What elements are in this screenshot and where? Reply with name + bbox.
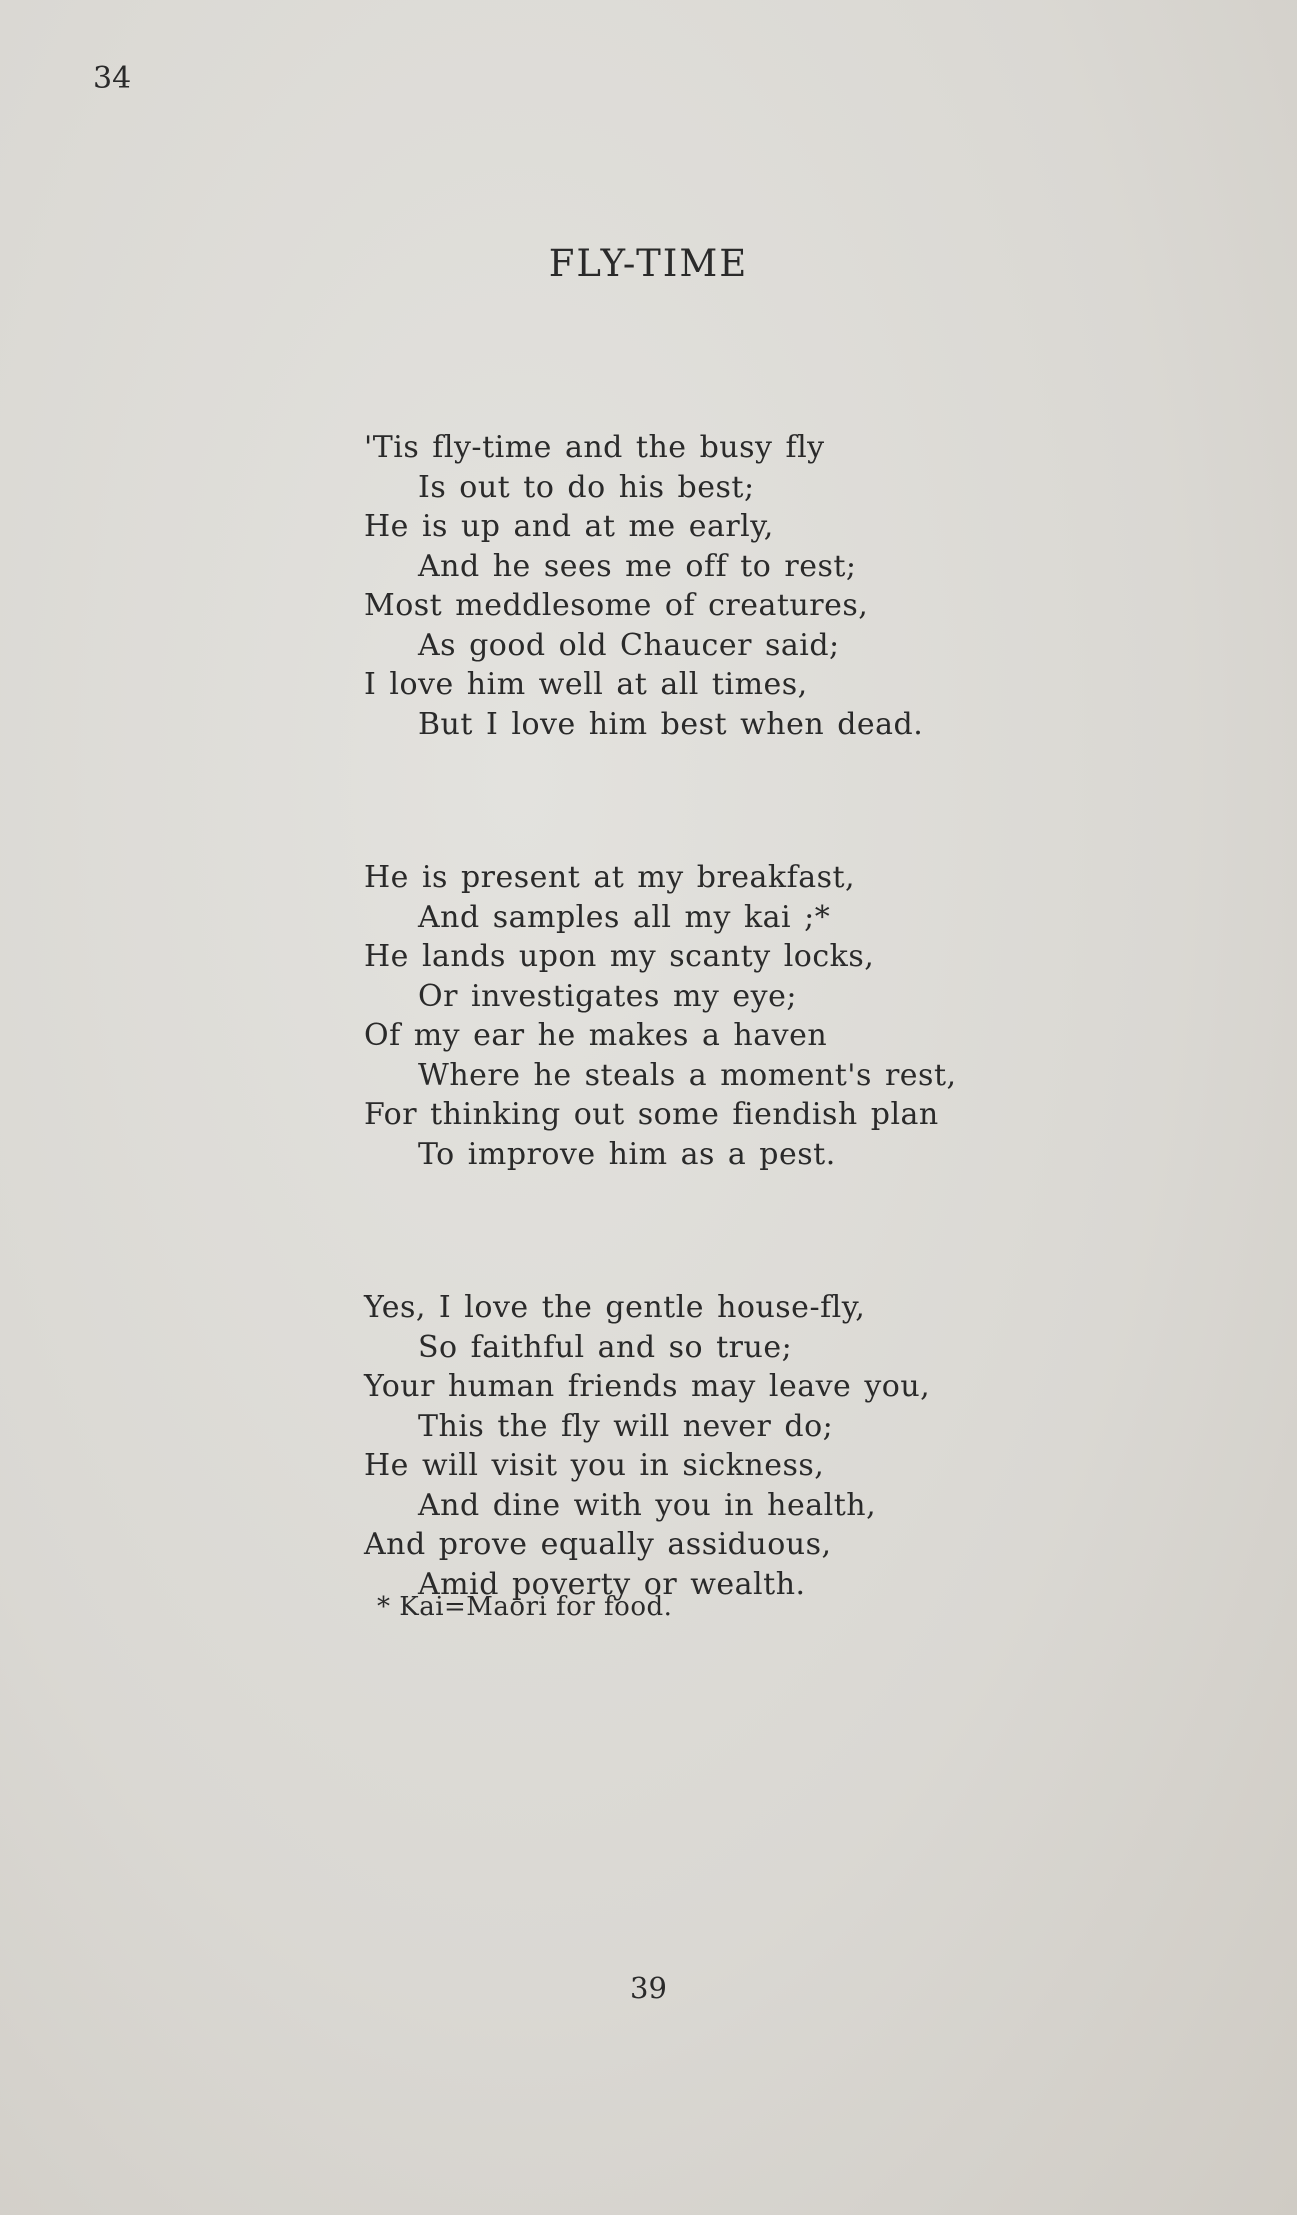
poem-line: And he sees me off to rest; bbox=[418, 548, 857, 584]
poem-line: He lands upon my scanty locks, bbox=[364, 939, 875, 974]
poem-line: And samples all my kai ;* bbox=[418, 899, 831, 935]
poem-line: And prove equally assiduous, bbox=[364, 1527, 832, 1562]
poem-body bbox=[364, 428, 1264, 1718]
poem-line: Amid poverty or wealth. bbox=[418, 1566, 806, 1602]
page-number-bottom: 39 bbox=[630, 1971, 667, 2005]
poem-line: Or investigates my eye; bbox=[418, 978, 797, 1014]
poem-line: And dine with you in health, bbox=[418, 1487, 877, 1523]
footnote: * Kai=Maori for food. bbox=[377, 1592, 673, 1622]
poem-line: This the fly will never do; bbox=[418, 1408, 834, 1444]
poem-line: Where he steals a moment's rest, bbox=[418, 1057, 957, 1093]
poem-line: Your human friends may leave you, bbox=[364, 1369, 931, 1404]
poem-line: But I love him best when dead. bbox=[418, 706, 924, 742]
poem-line: Of my ear he makes a haven bbox=[364, 1018, 828, 1053]
stanza-2 bbox=[364, 858, 1264, 1174]
poem-line: 'Tis fly-time and the busy fly bbox=[364, 430, 825, 465]
page-number-top: 34 bbox=[93, 61, 132, 96]
poem-title: FLY-TIME bbox=[548, 242, 749, 285]
poem-line: I love him well at all times, bbox=[364, 667, 808, 702]
poem-line: He is present at my breakfast, bbox=[364, 860, 856, 895]
poem-line: Is out to do his best; bbox=[418, 469, 755, 505]
poem-line: Yes, I love the gentle house-fly, bbox=[364, 1290, 866, 1325]
poem-line: He is up and at me early, bbox=[364, 509, 774, 544]
stanza-1 bbox=[364, 428, 1264, 744]
poem-line: He will visit you in sickness, bbox=[364, 1448, 825, 1483]
stanza-3 bbox=[364, 1288, 1264, 1604]
poem-line: For thinking out some fiendish plan bbox=[364, 1097, 939, 1132]
poem-line: As good old Chaucer said; bbox=[418, 627, 840, 663]
poem-line: To improve him as a pest. bbox=[418, 1136, 836, 1172]
poem-line: Most meddlesome of creatures, bbox=[364, 588, 869, 623]
poem-line: So faithful and so true; bbox=[418, 1329, 793, 1365]
